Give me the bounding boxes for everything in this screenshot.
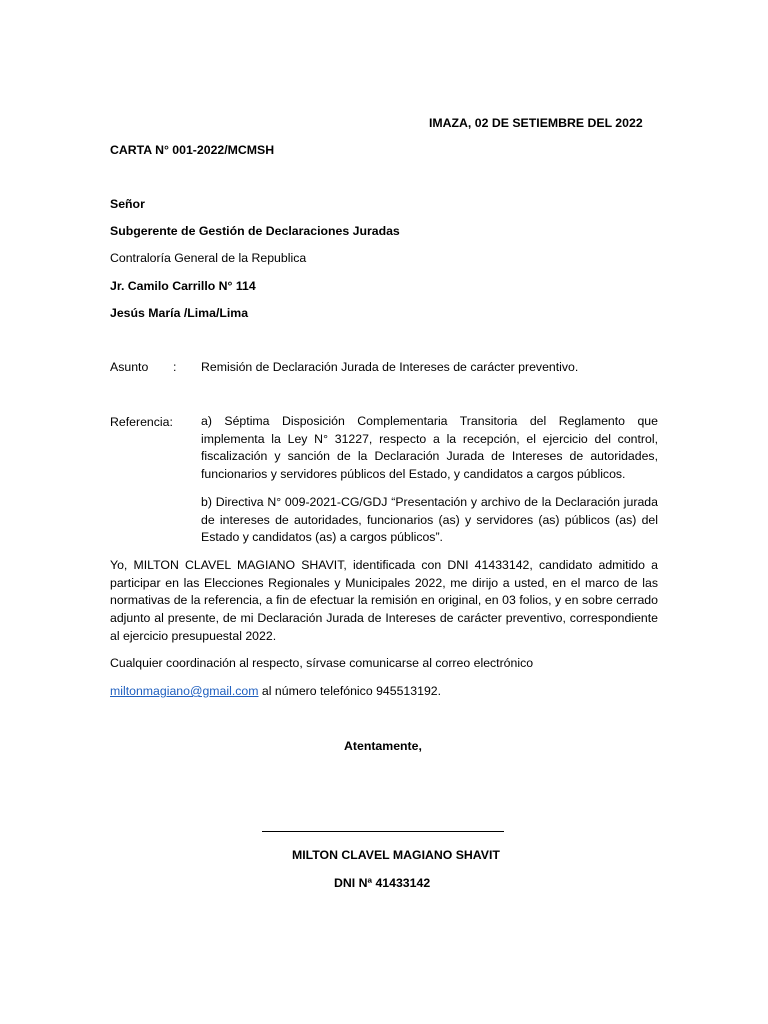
recipient-address: Jr. Camilo Carrillo N° 114: [110, 279, 256, 293]
closing-farewell: Atentamente,: [344, 739, 422, 753]
subject-text: Remisión de Declaración Jurada de Intereses de carácter preventivo.: [201, 360, 579, 374]
reference-item-a: a) Séptima Disposición Complementaria Transitoria del Reglamento que implementa la Ley N° 31227, respecto a la recepción, el ejercicio del control, fiscalización y sanción de la Declaración Jurada de Intereses de autoridades, funcionarios y servidores públicos del Estado, y candidatos a cargos públicos.: [201, 414, 658, 482]
signature-line: [262, 831, 504, 832]
place-date: IMAZA, 02 DE SETIEMBRE DEL 2022: [429, 116, 643, 130]
carta-number: CARTA N° 001-2022/MCMSH: [110, 143, 275, 157]
subject-label: Asunto: [110, 360, 149, 374]
phone-text: al número telefónico 945513192.: [258, 684, 442, 698]
email-link[interactable]: miltonmagiano@gmail.com: [110, 684, 259, 698]
body-paragraph: Yo, MILTON CLAVEL MAGIANO SHAVIT, identificada con DNI 41433142, candidato admitido a participar en las Elecciones Regionales y Municipales 2022, me dirijo a usted, en el marco de las normativas de la referencia, a fin de efectuar la remisión en original, en 03 folios, y en sobre cerrado adjunto al presente, de mi Declaración Jurada de Intereses de carácter preventivo, correspondiente al ejercicio presupuestal 2022.: [110, 558, 658, 643]
subject-colon: :: [173, 360, 177, 374]
recipient-salutation: Señor: [110, 197, 145, 211]
recipient-title: Subgerente de Gestión de Declaraciones Juradas: [110, 224, 400, 238]
contact-line: [110, 684, 441, 699]
signer-dni: DNI Nª 41433142: [334, 876, 431, 890]
recipient-institution: Contraloría General de la Republica: [110, 251, 307, 265]
signer-name: MILTON CLAVEL MAGIANO SHAVIT: [292, 848, 500, 862]
contact-paragraph: Cualquier coordinación al respecto, sírvase comunicarse al correo electrónico: [110, 656, 534, 670]
reference-item-b: b) Directiva N° 009-2021-CG/GDJ “Presentación y archivo de la Declaración jurada de intereses de autoridades, funcionarios (as) y servidores (as) públicos (as) del Estado y candidatos (as) a cargos públicos”.: [201, 495, 658, 545]
recipient-city: Jesús María /Lima/Lima: [110, 306, 249, 320]
reference-label: Referencia:: [110, 415, 173, 429]
